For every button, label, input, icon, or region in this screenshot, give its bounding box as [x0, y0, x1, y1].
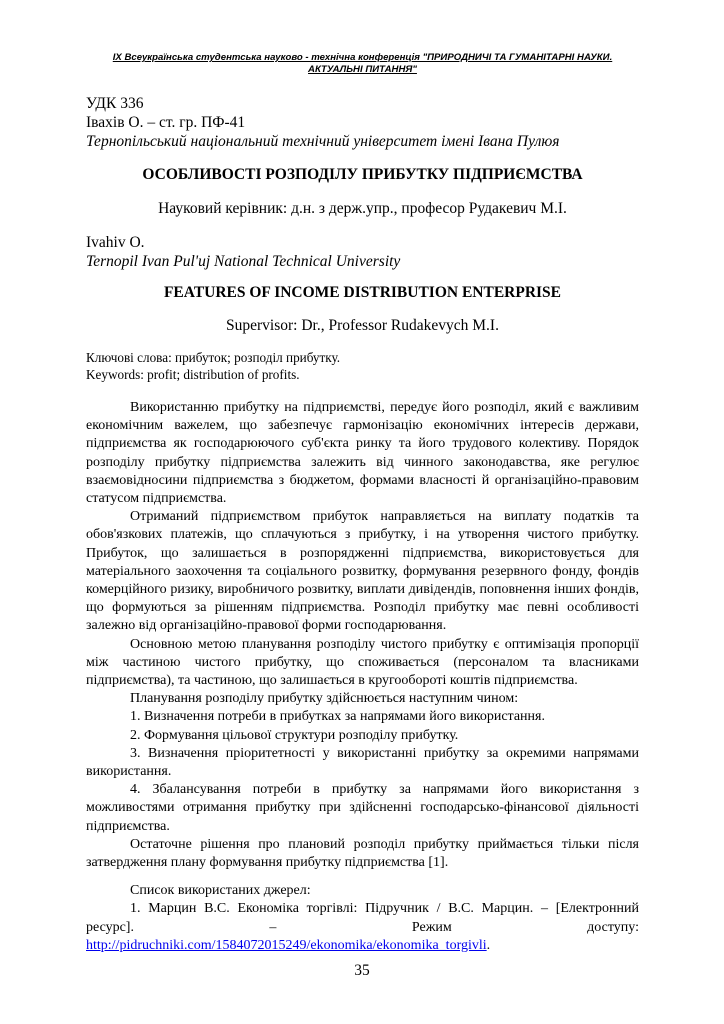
- udc-code: УДК 336: [86, 95, 144, 112]
- reference-item-1: [86, 900, 639, 955]
- list-item-1: 1. Визначення потреби в прибутках за напрямами його використання.: [130, 709, 545, 725]
- keywords-en: Keywords: profit; distribution of profits.: [86, 367, 300, 382]
- paper-page: [86, 52, 639, 955]
- body-paragraph-4: Планування розподілу прибутку здійснюється наступним чином:: [130, 691, 519, 707]
- title-ua: ОСОБЛИВОСТІ РОЗПОДІЛУ ПРИБУТКУ ПІДПРИЄМСТВА: [142, 166, 583, 183]
- body-paragraph-2: Отриманий підприємством прибуток направляється на виплату податків та обов'язкових платежів, що сплачуються з прибутку, і на утворення чистого прибутку. Прибуток, що залишається в розпорядженні підприємства, використовується для матеріального заохочення та соціального розвитку, формування резервного фонду, фондів комерційного ризику, виробничого розвитку, виплати дивідендів, поповнення інших фондів, що формуються за рішенням підприємства. Розподіл прибутку має певні особливості залежно від організаційно-правової форми господарювання.: [86, 509, 639, 634]
- reference-link[interactable]: http://pidruchniki.com/1584072015249/ekonomika/ekonomika_torgivli: [86, 937, 487, 953]
- supervisor-en: Supervisor: Dr., Professor Rudakevych M.I.: [226, 317, 499, 334]
- university-en: Ternopil Ivan Pul'uj National Technical University: [86, 253, 401, 270]
- conference-header-line2: АКТУАЛЬНІ ПИТАННЯ": [308, 64, 417, 75]
- page-number: 35: [354, 962, 370, 979]
- reference-end: .: [486, 937, 491, 953]
- body-paragraph-5: Остаточне рішення про плановий розподіл прибутку приймається тільки після затвердження плану формування прибутку підприємства [1].: [86, 836, 639, 871]
- list-item-4: 4. Збалансування потреби в прибутку за напрямами його використання з можливостями отримання прибутку при здійсненні господарсько-фінансової діяльності підприємства.: [86, 782, 639, 834]
- keywords-ua: Ключові слова: прибуток; розподіл прибутку.: [86, 350, 341, 365]
- list-item-3: 3. Визначення пріоритетності у використанні прибутку за окремими напрямами використання.: [86, 745, 639, 780]
- list-item-2: 2. Формування цільової структури розподілу прибутку.: [130, 727, 459, 743]
- body-paragraph-3: Основною метою планування розподілу чистого прибутку є оптимізація пропорції між частиною чистого прибутку, що споживається (персоналом та власниками підприємства), та частиною, що залишається в кругообороті коштів підприємства.: [86, 636, 639, 689]
- title-en: FEATURES OF INCOME DISTRIBUTION ENTERPRISE: [163, 284, 562, 301]
- reference-text: 1. Марцин В.С. Економіка торгівлі: Підручник / В.С. Марцин. – [Електронний ресурс]. – Режим доступу:: [86, 901, 639, 935]
- university-ua: Тернопільський національний технічний університет імені Івана Пулюя: [86, 133, 560, 150]
- body-paragraph-1: Використанню прибутку на підприємстві, передує його розподіл, який є важливим економічним важелем, що забезпечує гармонізацію економічних інтересів держави, підприємства як господарюючого суб'єкта ринку та його трудового колективу. Порядок розподілу прибутку підприємства залежить від чинного законодавства, яке регулює взаємовідносини підприємства з бюджетом, формами власності й організаційно-правовим статусом підприємства.: [86, 400, 639, 507]
- references-heading: Список використаних джерел:: [130, 883, 311, 899]
- author-en: Ivahiv O.: [86, 234, 145, 251]
- author-ua: Івахів О. – ст. гр. ПФ-41: [86, 114, 246, 131]
- conference-header-line1: IX Всеукраїнська студентська науково - технічна конференція "ПРИРОДНИЧІ ТА ГУМАНІТАРНІ НАУКИ.: [112, 52, 613, 63]
- supervisor-ua: Науковий керівник: д.н. з держ.упр., професор Рудакевич М.І.: [158, 200, 567, 217]
